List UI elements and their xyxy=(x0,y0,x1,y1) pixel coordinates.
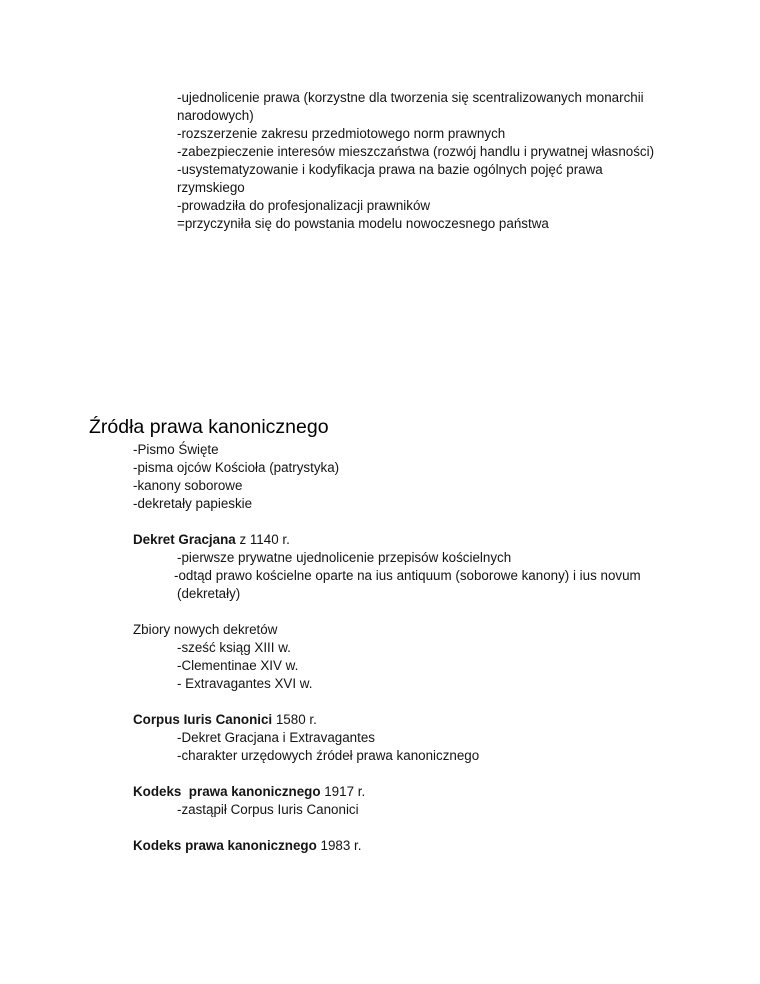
intro-line: -prowadziła do profesjonalizacji prawników xyxy=(177,198,431,213)
dekret-title-bold: Dekret Gracjana xyxy=(133,532,236,547)
kodeks-1917-title-rest: 1917 r. xyxy=(320,784,366,799)
kodeks-1983-title-bold: Kodeks prawa kanonicznego xyxy=(133,838,317,853)
dekret-title xyxy=(133,531,290,549)
kodeks-1917-item: -zastąpił Corpus Iuris Canonici xyxy=(177,802,359,817)
dekret-item: -odtąd prawo kościelne oparte na ius antiquum (soborowe kanony) i ius novum xyxy=(174,568,641,583)
corpus-item: -charakter urzędowych źródeł prawa kanonicznego xyxy=(177,748,480,763)
intro-line: -ujednolicenie prawa (korzystne dla tworzenia się scentralizowanych monarchii xyxy=(177,90,644,105)
dekret-title-rest: z 1140 r. xyxy=(235,532,290,547)
intro-line: narodowych) xyxy=(177,108,254,123)
zbiory-item: -sześć ksiąg XIII w. xyxy=(177,640,291,655)
corpus-title xyxy=(133,711,317,729)
source-item: -kanony soborowe xyxy=(133,478,243,493)
intro-line: rzymskiego xyxy=(177,180,245,195)
kodeks-1983-title-rest: 1983 r. xyxy=(316,838,362,853)
kodeks-1917-title xyxy=(133,783,365,801)
corpus-item: -Dekret Gracjana i Extravagantes xyxy=(177,730,375,745)
source-item: -Pismo Święte xyxy=(133,442,219,457)
dekret-item: -pierwsze prywatne ujednolicenie przepisów kościelnych xyxy=(177,550,512,565)
corpus-title-bold: Corpus Iuris Canonici xyxy=(133,712,273,727)
kodeks-1917-title-bold: Kodeks prawa kanonicznego xyxy=(133,784,321,799)
intro-line: -usystematyzowanie i kodyfikacja prawa na bazie ogólnych pojęć prawa xyxy=(177,162,603,177)
source-item: -pisma ojców Kościoła (patrystyka) xyxy=(133,460,340,475)
zbiory-item: - Extravagantes XVI w. xyxy=(177,676,313,691)
intro-line: -zabezpieczenie interesów mieszczaństwa (rozwój handlu i prywatnej własności) xyxy=(177,144,655,159)
corpus-title-rest: 1580 r. xyxy=(272,712,317,727)
zbiory-item: -Clementinae XIV w. xyxy=(177,658,299,673)
intro-line: -rozszerzenie zakresu przedmiotowego norm prawnych xyxy=(177,126,506,141)
section-heading: Źródła prawa kanonicznego xyxy=(89,416,329,438)
source-item: -dekretały papieskie xyxy=(133,496,253,511)
kodeks-1983-title xyxy=(133,837,361,855)
zbiory-title: Zbiory nowych dekretów xyxy=(133,622,278,637)
dekret-item: (dekretały) xyxy=(177,586,241,601)
intro-line: =przyczyniła się do powstania modelu nowoczesnego państwa xyxy=(177,216,549,231)
